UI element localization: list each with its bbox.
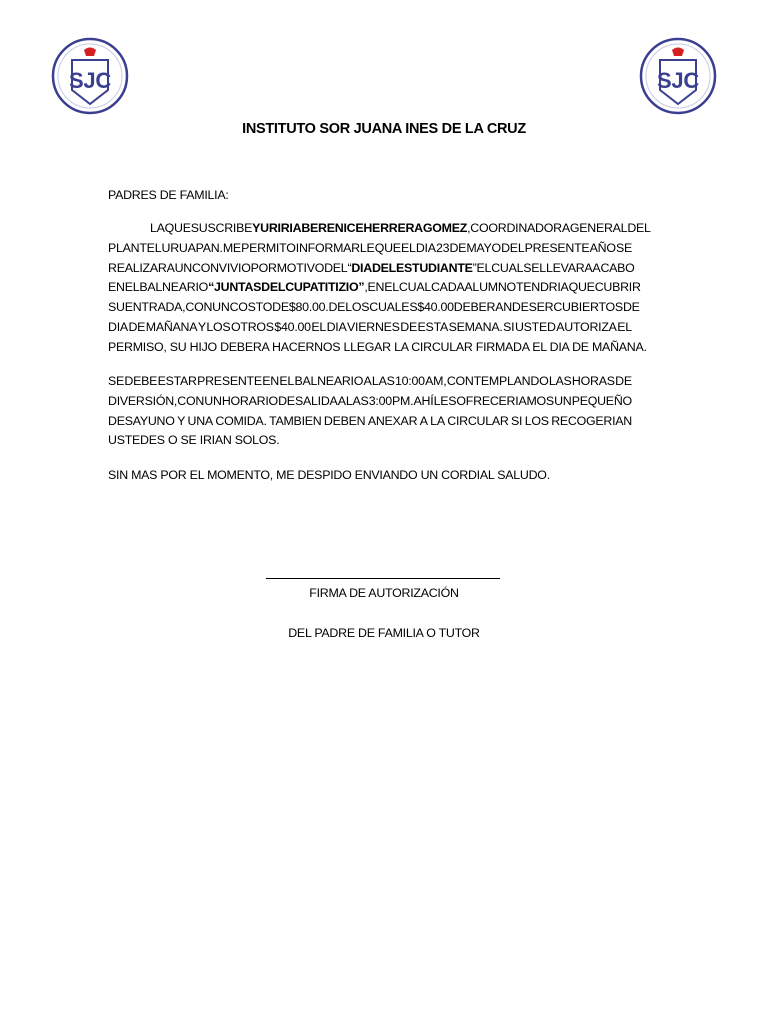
word: MOTIVO [276,260,325,275]
word: A [363,374,372,388]
word: DIVERSIÓN, [108,393,178,408]
word: UN [212,300,230,315]
word: PM. [392,393,414,408]
word: EL [384,280,399,295]
word: BERENICE [301,221,364,235]
word: DIA [351,260,372,275]
word: DE [278,393,295,408]
logo-text: SJC [68,68,112,93]
word: EN [262,374,279,388]
text-segment: SIN MAS POR EL MOMENTO, ME DESPIDO ENVIANDO UN CORDIAL SALUDO. [108,468,550,482]
word: LAS [371,374,395,388]
word: ESTA [417,319,448,334]
word: LA [150,221,165,235]
word: A [419,413,428,428]
signature-sublabel: DEL PADRE DE FAMILIA O TUTOR [288,626,480,640]
word: URUAPAN. [161,240,223,255]
word: QUE [568,280,595,295]
word: LOS [345,300,370,315]
text-line [108,259,635,279]
word: REALIZARA [108,260,175,275]
word: HORAS [571,374,615,388]
word: PERMITO [241,240,296,255]
word: YURIRIA [252,221,302,235]
word: CABO [600,260,635,275]
word: $40.00 [417,300,454,315]
word: CADA [430,280,465,295]
word: CON [185,300,213,315]
word: DE [328,300,346,315]
word: CON [177,393,205,408]
text-segment: PERMISO, SU HIJO DEBERA HACERNOS LLEGAR LA CIRCULAR FIRMADA EL DIA DE MAÑANA. [108,339,647,354]
word: ALUMNO [464,280,516,295]
word: OFRECERIAMOS [456,393,554,408]
word: CUALES [369,300,418,315]
word: EL [401,240,416,255]
text-line [108,392,632,412]
word: LOS [206,319,231,334]
word: CUBRIR [594,280,641,295]
word: SUSCRIBE [190,221,253,235]
text-line [108,431,632,451]
word: EL [311,319,327,334]
word: PRESENTE [197,374,262,388]
word: ESTAR [157,374,197,388]
word: DE [615,374,632,388]
word: EL [476,260,492,275]
word: Y [177,413,186,428]
word: DIA [415,240,436,255]
word: PLANTEL [108,240,162,255]
word: LOS [524,413,549,428]
word: HORARIO [221,393,278,408]
word: LES [433,393,457,408]
word: DEBERAN [453,300,512,315]
word: SER [528,300,554,315]
word: AHÍ [413,393,434,408]
logo-text: SJC [656,68,700,93]
word: DESAYUNO [108,413,175,428]
word: LA [430,413,445,428]
word: TENDRIA [515,280,569,295]
word: UN [554,393,572,408]
word: COSTO [229,300,273,315]
word: QUE [164,221,191,235]
word: ESTUDIANTE [395,260,473,275]
word: SEMANA. [448,319,503,334]
word: DEL [371,260,396,275]
word: UN [204,393,222,408]
word: DIA [108,319,128,334]
word: BALNEARIO [139,280,209,295]
school-logo-right [638,36,718,116]
text-segment: USTEDES O SE IRIAN SOLOS. [108,433,280,448]
text-line [108,318,632,338]
word: ANEXAR [367,413,418,428]
word: , [467,221,471,235]
word: CIRCULAR [447,413,509,428]
word: MAYO [466,240,501,255]
word: CUAL [491,260,524,275]
word: EN [108,280,125,295]
word: SI [511,413,523,428]
word: OTROS [231,319,274,334]
word: INFORMARLE [295,240,375,255]
word: EN [367,280,385,295]
word: GOMEZ [422,221,468,235]
word: SE [108,374,125,388]
word: LAS [345,393,369,408]
word: SE [615,240,632,255]
word: DE [449,240,467,255]
word: LLEVARA [539,260,593,275]
word: A [337,393,346,408]
word: DE [622,300,640,315]
word: SU [108,300,125,315]
word: MAÑANA [145,319,198,334]
word: EL [124,280,140,295]
word: CUAL [398,280,431,295]
word: DEL [627,221,651,235]
word: GENERAL [569,221,628,235]
word: AM, [425,374,447,388]
word: DEBEN [323,413,366,428]
school-logo-left [50,36,130,116]
word: PRESENTE [524,240,590,255]
word: $40.00 [274,319,311,334]
word: COORDINADORA [470,221,570,235]
word: UNA [187,413,213,428]
word: USTED [514,319,556,334]
word: CUBIERTOS [553,300,623,315]
word: DEL [501,240,525,255]
word: DIA [326,319,347,334]
word: DE [128,319,146,334]
word: ME [222,240,241,255]
word: “JUNTAS [208,280,262,295]
paragraph-3 [108,466,632,486]
word: VIERNES [347,319,400,334]
word: PEQUEÑO [571,393,632,408]
word: DE [272,300,289,315]
text-line [108,412,632,432]
word: , [364,280,368,295]
word: SI [503,319,515,334]
word: “ [347,260,352,275]
word: DEBE [124,374,158,388]
word: ” [472,260,477,275]
word: BALNEARIO [294,374,364,388]
word: HERRERA [363,221,423,235]
word: $80.00. [288,300,329,315]
word: SALIDA [294,393,338,408]
word: POR [250,260,277,275]
word: 23 [435,240,450,255]
text-line [108,278,641,298]
word: QUE [374,240,401,255]
word: LAS [548,374,572,388]
word: CONVIVIO [192,260,251,275]
word: AÑO [589,240,616,255]
word: UN [174,260,193,275]
word: DE [511,300,529,315]
word: EL [617,319,632,334]
word: Y [197,319,206,334]
word: TAMBIEN [269,413,322,428]
word: EL [279,374,295,388]
word: SE [523,260,540,275]
word: CUPATITIZIO” [285,280,365,295]
document-title: INSTITUTO SOR JUANA INES DE LA CRUZ [242,121,526,137]
word: DEL [261,280,286,295]
text-line [108,372,632,392]
word: DEL [324,260,348,275]
word: A [592,260,601,275]
text-line [108,466,632,486]
word: 10:00 [394,374,425,388]
paragraph-2 [108,372,632,451]
text-line [108,298,640,318]
word: AUTORIZA [556,319,617,334]
word: CONTEMPLANDO [446,374,549,388]
signature-line [266,578,500,579]
word: DE [400,319,417,334]
text-line [108,239,632,259]
word: 3:00 [368,393,392,408]
word: ENTRADA, [124,300,186,315]
text-line [108,338,647,358]
text-line [108,219,651,239]
word: COMIDA. [215,413,267,428]
paragraph-1 [108,219,651,358]
signature-label: FIRMA DE AUTORIZACIÓN [309,586,459,600]
greeting: PADRES DE FAMILIA: [108,188,229,202]
word: RECOGERIAN [551,413,632,428]
